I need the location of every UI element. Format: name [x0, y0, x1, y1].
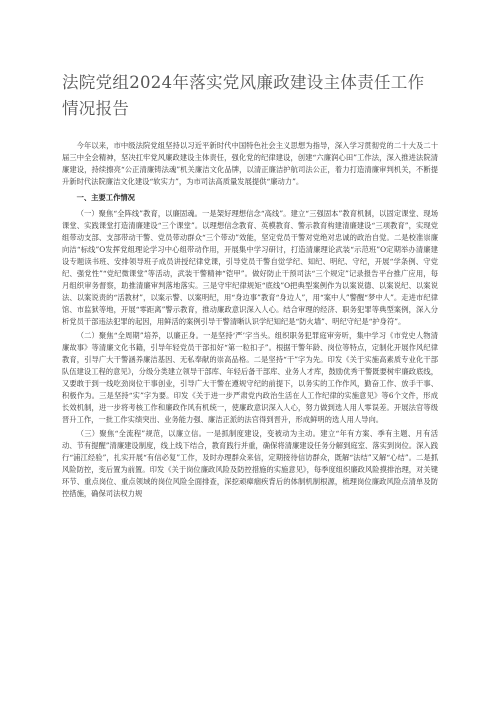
document-title: 法院党组2024年落实党风廉政建设主体责任工作情况报告: [62, 73, 425, 118]
section-heading: 一、主要工作情况: [76, 193, 135, 202]
body-paragraph-2: （二）聚焦“全周期”培养，以廉正身。一是坚持‘严’字当头。组织职务犯罪庭审旁听，集中学习《市党史人物清廉故事》等清廉文化书籍，引导年轻党员干部扣好“第一粒扣子”。根据干警年龄、岗位等特点，定制化开展作风纪律教育，引导广大干警涵养廉洁基因、无私奉献的崇高品格。二是坚持“干”字为先。印发《关于实施高素质专业化干部队伍建设工程的意见》，分级分类建立领导干部库、年轻后备干部库、业务人才库，鼓励优秀干警既要树牢廉政底线，又要敢于到一线吃劲岗位干事创业，引导广大干警在遵规守纪的前提下，以务实的工作作风，勤奋工作、放手干事、积极作为。三是坚持“实”字为要。印发《关于进一步严肃党内政治生活在人工作纪律的实施意见》等6个文件，形成长效机制，进一步将考核工作和廉政作风有机统一，使廉政意识深入人心，努力做到选人用人零误差。开展法官等级晋升工作，一批工作实绩突出、业务能力强、廉洁正派的法官得到晋升，形成鲜明的选人用人导向。: [62, 331, 438, 424]
intro-paragraph: 今年以来，市中级法院党组坚持以习近平新时代中国特色社会主义思想为指导，深入学习贯彻党的二十大及二十届三中全会精神，坚决扛牢党风廉政建设主体责任，强化党的纪律建设，创建“六廉润心田”工作法，深入推进法院清廉建设，持续擦亮“公正清廉铸法魂”机关廉洁文化品牌，以清正廉洁护航司法公正，着力打造清廉审判机关，不断提升新时代法院廉洁文化建设“软实力”，为市司法高质量发展提供“廉动力”。: [62, 141, 438, 186]
body-paragraph-3: （三）聚焦“全流程”规范，以廉立信。一是抓制度建设，变被动为主动。建立“年有方案、季有主题、月有活动、节有提醒”清廉建设制度，线上线下结合，教育践行并重，确保将清廉建设任务分解到庭室、落实到岗位。深入践行“浦江经验”，扎实开展“有信必复”工作，及时办理群众来信，定期接待信访群众，既解“法结”又解“心结”。二是抓风险防控，变后置为前置。印发《关于岗位廉政风险及防控措施的实施意见》，每季度组织廉政风险摸排治理，对关键环节、重点岗位、重点领域的岗位风险全面排查，深挖顽瘴痼疾背后的体制机制根源，梳理岗位廉政风险点清单及防控措施，确保司法权力规: [62, 429, 438, 498]
body-paragraph-1: （一）聚焦“全阵线”教育，以廉固魂。一是架好理想信念“高线”。建立“三强固本”教育机制，以固定课堂、现场课堂、实践课堂打造清廉建设“三个课堂”。以理想信念教育、英模教育、警示教育构建清廉建设“三项教育”，实现党组带动支部、支部带动干警、党员带动群众“三个带动”效能，坚定党员干警对党绝对忠诚的政治自觉。二是校准崇廉向洁“标线”O发挥党组理论学习中心组带动作用，开展集中学习研讨，打造清廉理论武装“示范班”O定期举办清廉建设专题读书班、安排领导班子成员讲授纪律党课，引导党员干警自觉学纪、知纪、明纪、守纪，开展“学条例、守党纪、强党性”“党纪微课堂”等活动，武装干警精神“铠甲”。做好防止干预司法“三个规定”记录报告平台推广应用，每月组织审务督察，助推清廉审判落地落实。三是守牢纪律规矩“底线”O把典型案例作为以案说德、以案说纪、以案说法、以案说责的“活教材”，以案示警、以案明纪，用“身边事”教育“身边人”，用“案中人”警醒“梦中人”。走进市纪律馆、市监狱等地，开展“零距离”警示教育，推动廉政意识深入人心。结合审理的经济、职务犯罪等典型案例，深入分析党员干部违法犯罪的起因，用鲜活的案例引导干警清晰认识学纪知纪是“防火墙”、明纪守纪是“护身符”。: [62, 209, 438, 326]
